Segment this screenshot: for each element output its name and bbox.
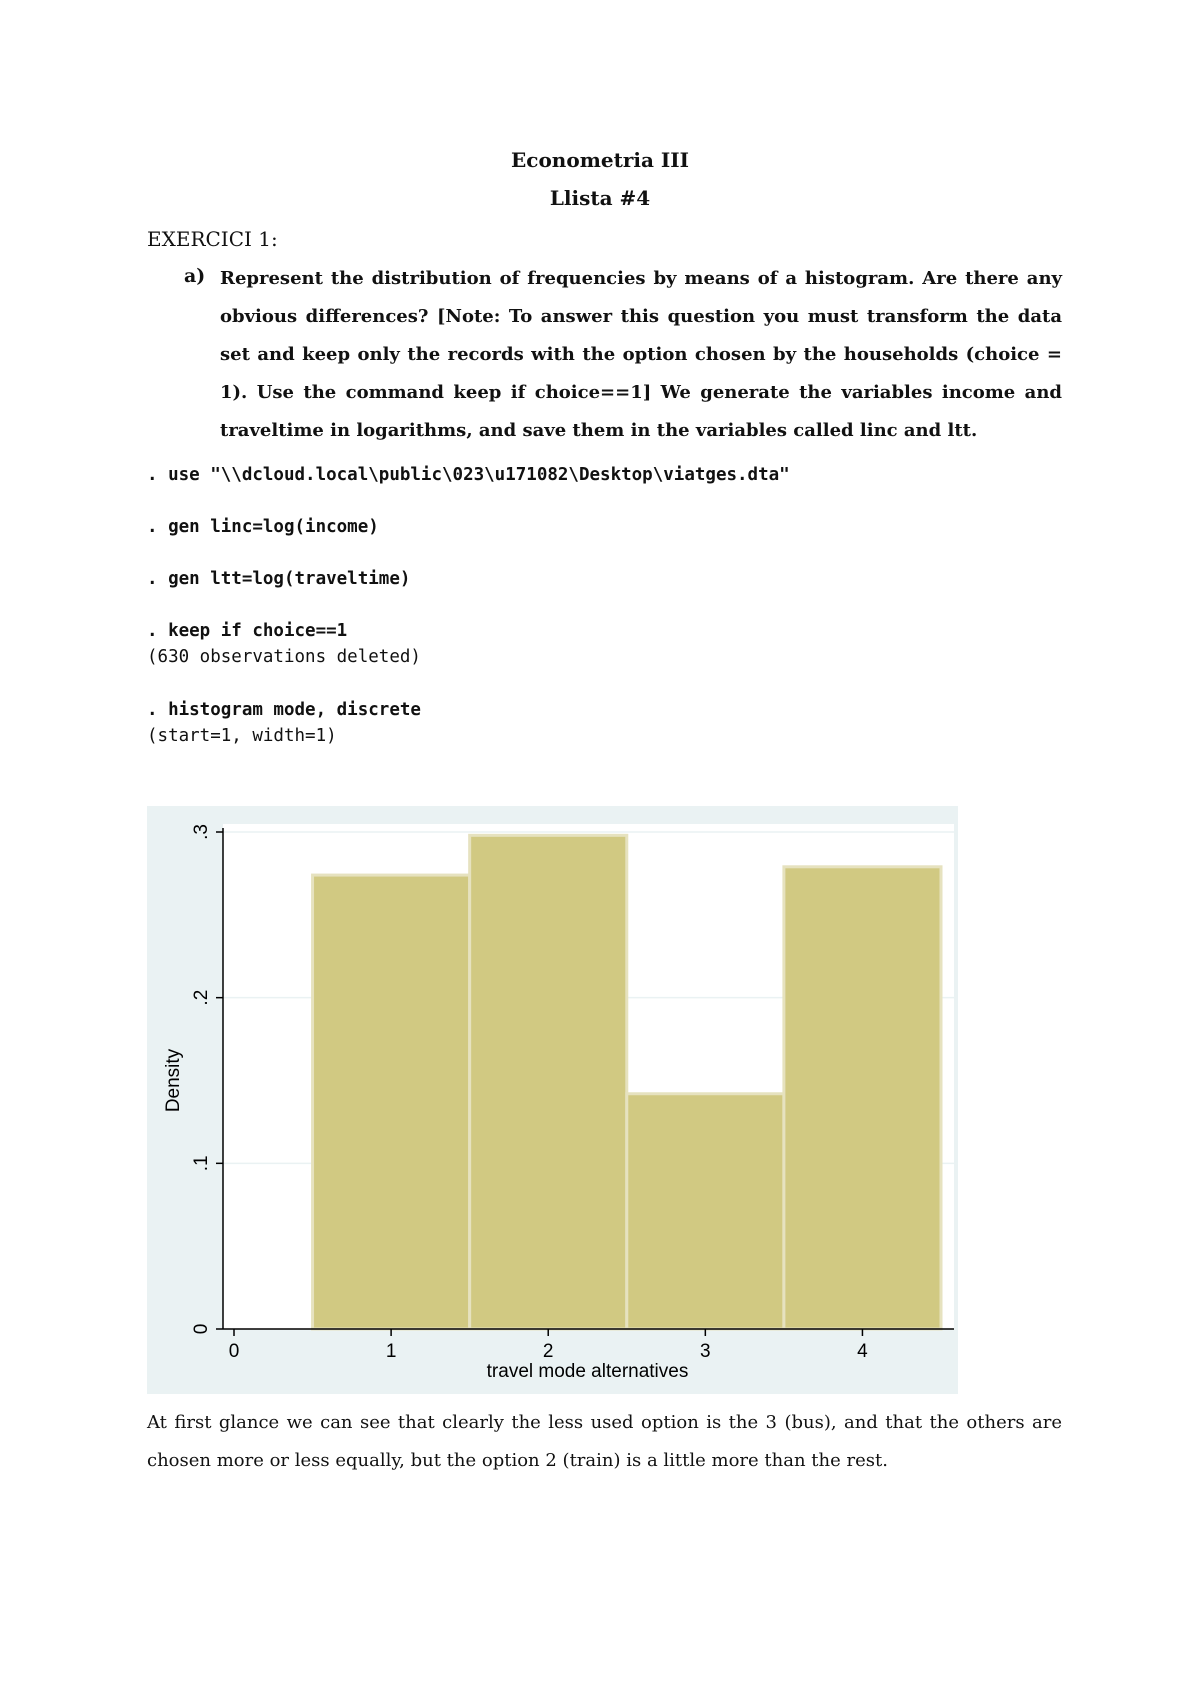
- y-axis-title: Density: [163, 1048, 184, 1113]
- stata-command-histogram: . histogram mode, discrete: [147, 700, 421, 720]
- y-tick-label: .1: [191, 1155, 212, 1172]
- question-label: a): [184, 265, 206, 287]
- document-subtitle: Llista #4: [549, 186, 651, 210]
- x-tick-label: 3: [700, 1341, 711, 1362]
- x-axis-title: travel mode alternatives: [486, 1361, 689, 1382]
- exercise-heading: EXERCICI 1:: [147, 227, 278, 251]
- x-tick-label: 0: [228, 1341, 240, 1362]
- x-tick-label: 4: [857, 1341, 868, 1362]
- histogram-bar: [313, 875, 470, 1329]
- y-tick-label: .2: [191, 989, 212, 1006]
- histogram-bar: [627, 1094, 784, 1329]
- stata-command-gen-linc: . gen linc=log(income): [147, 517, 379, 537]
- conclusion-text: At first glance we can see that clearly the less used option is the 3 (bus), and that the others are chosen more or less equally, but the option 2 (train) is a little more than the rest.: [147, 1412, 1062, 1471]
- y-tick-label: 0: [191, 1323, 212, 1335]
- stata-output-histogram: (start=1, width=1): [147, 726, 337, 746]
- stata-output-keep: (630 observations deleted): [147, 647, 421, 667]
- y-tick-label: .3: [191, 824, 212, 840]
- histogram-bar: [470, 835, 627, 1329]
- histogram-chart: [147, 806, 958, 1394]
- stata-command-gen-ltt: . gen ltt=log(traveltime): [147, 569, 411, 589]
- stata-command-keep: . keep if choice==1: [147, 621, 348, 641]
- x-tick-label: 1: [385, 1341, 397, 1362]
- histogram-bar: [784, 867, 941, 1329]
- document-title: Econometria III: [511, 148, 689, 172]
- x-tick-label: 2: [542, 1341, 554, 1362]
- stata-command-use: . use "\\dcloud.local\public\023\u171082\Desktop\viatges.dta": [147, 465, 790, 485]
- question-text: Represent the distribution of frequencies by means of a histogram. Are there any obvious differences? [Note: To answer this question you must transform the data set and keep only the records with the option chosen by the households (choice = 1). Use the command keep if choice==1] We generate the variables income and traveltime in logarithms, and save them in the variables called linc and ltt.: [220, 268, 1062, 441]
- histogram-svg: [147, 806, 958, 1394]
